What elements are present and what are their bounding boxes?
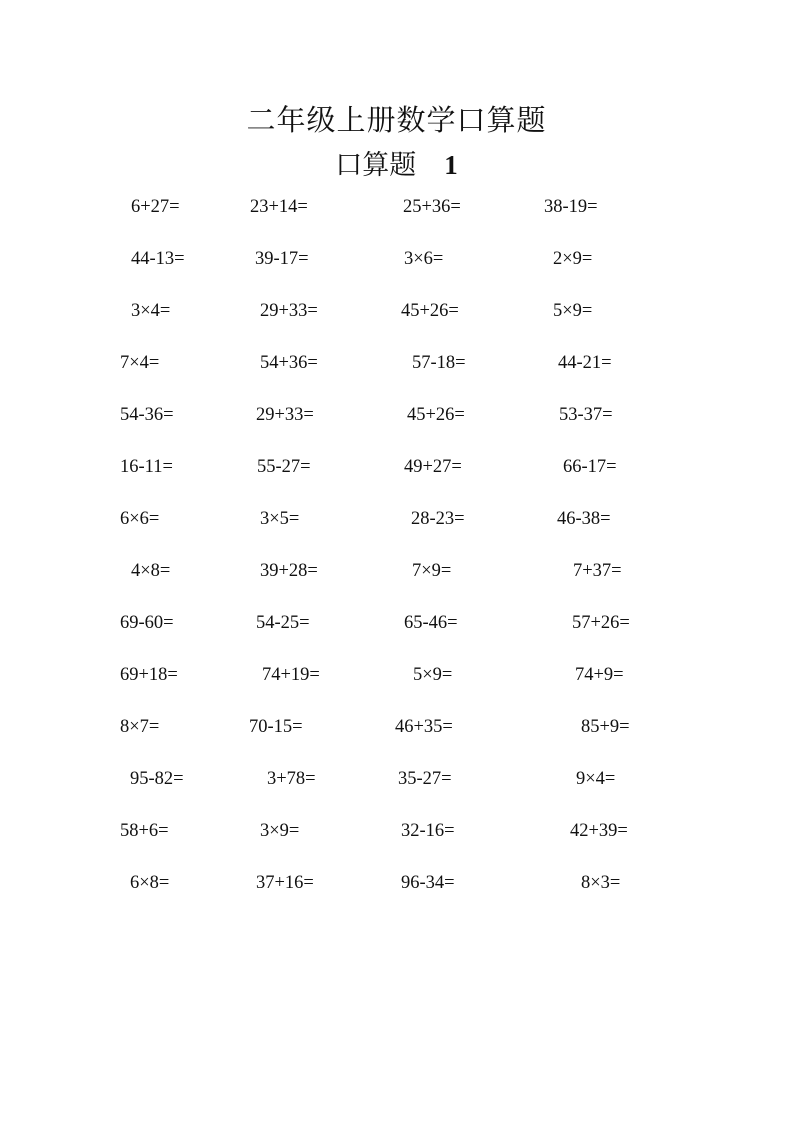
arithmetic-problem: 25+36= [403, 197, 461, 217]
arithmetic-problem: 54-25= [256, 613, 310, 633]
arithmetic-problem: 16-11= [120, 457, 173, 477]
arithmetic-problem: 8×3= [581, 873, 621, 893]
arithmetic-problem: 3×4= [131, 301, 171, 321]
arithmetic-problem: 38-19= [544, 197, 598, 217]
arithmetic-problem: 70-15= [249, 717, 303, 737]
arithmetic-problem: 39-17= [255, 249, 309, 269]
arithmetic-problem: 54+36= [260, 353, 318, 373]
arithmetic-problem: 65-46= [404, 613, 458, 633]
worksheet-title: 二年级上册数学口算题 [246, 105, 547, 137]
arithmetic-problem: 37+16= [256, 873, 314, 893]
arithmetic-problem: 23+14= [250, 197, 308, 217]
arithmetic-problem: 54-36= [120, 405, 174, 425]
arithmetic-problem: 5×9= [413, 665, 453, 685]
arithmetic-problem: 57-18= [412, 353, 466, 373]
arithmetic-problem: 4×8= [131, 561, 171, 581]
arithmetic-problem: 2×9= [553, 249, 593, 269]
arithmetic-problem: 95-82= [130, 769, 184, 789]
arithmetic-problem: 53-37= [559, 405, 613, 425]
arithmetic-problem: 7+37= [573, 561, 622, 581]
arithmetic-problem: 57+26= [572, 613, 630, 633]
arithmetic-problem: 7×4= [120, 353, 160, 373]
arithmetic-problem: 32-16= [401, 821, 455, 841]
worksheet-subtitle [0, 143, 793, 182]
arithmetic-problem: 69-60= [120, 613, 174, 633]
arithmetic-problem: 3×5= [260, 509, 300, 529]
arithmetic-problem: 42+39= [570, 821, 628, 841]
arithmetic-problem: 69+18= [120, 665, 178, 685]
arithmetic-problem: 46-38= [557, 509, 611, 529]
arithmetic-problem: 3+78= [267, 769, 316, 789]
arithmetic-problem: 45+26= [407, 405, 465, 425]
arithmetic-problem: 66-17= [563, 457, 617, 477]
arithmetic-problem: 45+26= [401, 301, 459, 321]
arithmetic-problem: 49+27= [404, 457, 462, 477]
arithmetic-problem: 74+19= [262, 665, 320, 685]
arithmetic-problem: 3×6= [404, 249, 444, 269]
arithmetic-problem: 6×6= [120, 509, 160, 529]
arithmetic-problem: 9×4= [576, 769, 616, 789]
arithmetic-problem: 39+28= [260, 561, 318, 581]
arithmetic-problem: 58+6= [120, 821, 169, 841]
arithmetic-problem: 3×9= [260, 821, 300, 841]
arithmetic-problem: 29+33= [260, 301, 318, 321]
arithmetic-problem: 29+33= [256, 405, 314, 425]
arithmetic-problem: 55-27= [257, 457, 311, 477]
arithmetic-problem: 6×8= [130, 873, 170, 893]
subtitle-label: 口算题 [335, 150, 417, 180]
arithmetic-problem: 5×9= [553, 301, 593, 321]
arithmetic-problem: 96-34= [401, 873, 455, 893]
arithmetic-problem: 8×7= [120, 717, 160, 737]
arithmetic-problem: 35-27= [398, 769, 452, 789]
arithmetic-problem: 85+9= [581, 717, 630, 737]
arithmetic-problem: 6+27= [131, 197, 180, 217]
arithmetic-problem: 7×9= [412, 561, 452, 581]
arithmetic-problem: 28-23= [411, 509, 465, 529]
arithmetic-problem: 44-13= [131, 249, 185, 269]
arithmetic-problem: 44-21= [558, 353, 612, 373]
subtitle-number: 1 [444, 150, 458, 180]
arithmetic-problem: 46+35= [395, 717, 453, 737]
arithmetic-problem: 74+9= [575, 665, 624, 685]
